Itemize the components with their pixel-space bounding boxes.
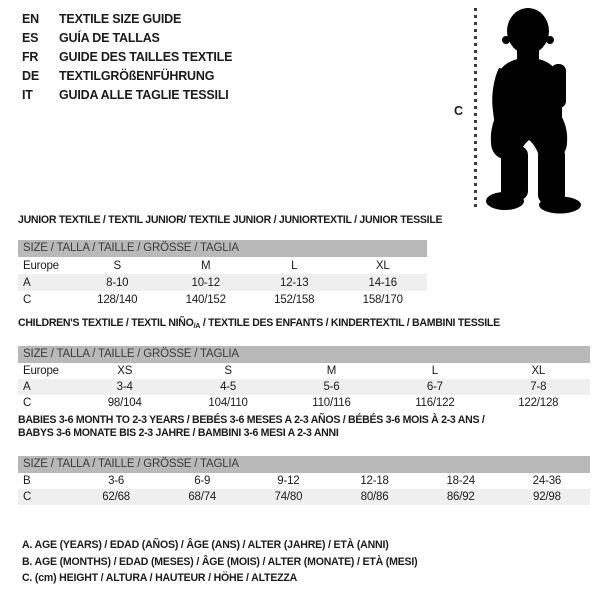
language-label: GUIDE DES TAILLES TEXTILE	[59, 49, 233, 64]
value-cell: XL	[531, 365, 546, 377]
table-row	[18, 473, 590, 489]
value-cell: 92/98	[533, 491, 561, 503]
table-row	[18, 379, 590, 395]
value-cell: L	[291, 259, 298, 272]
table-row	[18, 257, 427, 274]
section-title	[18, 427, 567, 440]
row-label-cell: Europe	[23, 259, 59, 272]
value-cell: 98/104	[107, 397, 142, 409]
value-cell: 24-36	[532, 475, 562, 487]
language-code: FR	[22, 49, 39, 64]
language-row	[22, 85, 232, 104]
value-cell: S	[113, 259, 121, 272]
language-label: TEXTILE SIZE GUIDE	[59, 11, 182, 26]
language-label: GUIDA ALLE TAGLIE TESSILI	[59, 87, 229, 102]
section-title-segment: CHILDREN'S TEXTILE / TEXTIL NIÑO	[18, 317, 194, 329]
section-title	[18, 317, 567, 332]
size-table-junior	[18, 257, 427, 308]
language-row	[22, 28, 232, 47]
value-cell: 74/80	[274, 491, 303, 503]
height-c-label: C	[454, 104, 464, 118]
height-dashed-line	[474, 8, 477, 210]
baby-silhouette-icon	[483, 8, 595, 214]
row-label-cell: C	[23, 293, 32, 306]
language-code: ES	[22, 30, 39, 45]
value-cell: 3-4	[116, 381, 133, 393]
section-title-segment: /A	[193, 321, 201, 330]
value-cell: 7-8	[530, 381, 547, 393]
row-label-cell: C	[23, 397, 32, 409]
value-cell: 9-12	[277, 475, 300, 487]
value-cell: 104/110	[208, 397, 248, 409]
table-row	[18, 363, 590, 379]
section-title-segment: JUNIOR TEXTILE / TEXTIL JUNIOR/ TEXTILE JUNIOR / JUNIORTEXTIL / JUNIOR TESSILE	[18, 214, 443, 226]
note-line: C. (cm) HEIGHT / ALTURA / HAUTEUR / HÖHE / ALTEZZA	[22, 572, 298, 584]
row-label-cell: A	[23, 276, 31, 289]
size-table-children	[18, 363, 590, 411]
language-row	[22, 66, 232, 85]
size-table-section-babies	[18, 414, 590, 505]
language-label: GUÍA DE TALLAS	[59, 30, 160, 45]
size-table-babies	[18, 473, 590, 505]
row-label-cell: C	[23, 491, 32, 503]
section-title-segment: / TEXTILE DES ENFANTS / KINDERTEXTIL / BAMBINI TESSILE	[200, 317, 500, 329]
size-table-section-junior	[18, 214, 443, 308]
value-cell: 14-16	[368, 276, 397, 289]
language-code: DE	[22, 68, 39, 83]
value-cell: 140/152	[185, 293, 226, 306]
value-cell: XL	[375, 259, 390, 272]
footnotes	[22, 537, 434, 587]
language-header	[22, 9, 232, 104]
row-label-cell: A	[23, 381, 31, 393]
value-cell: 5-6	[323, 381, 340, 393]
value-cell: 62/68	[102, 491, 130, 503]
section-title-segment: BABIES 3-6 MONTH TO 2-3 YEARS / BEBÉS 3-6 MESES A 2-3 AÑOS / BÉBÉS 3-6 MOIS À 2-3 ANS /	[18, 414, 485, 426]
value-cell: 8-10	[106, 276, 129, 289]
value-cell: 128/140	[97, 293, 138, 306]
language-label: TEXTILGRÖßENFÜHRUNG	[59, 68, 215, 83]
value-cell: 80/86	[360, 491, 389, 503]
table-row	[18, 274, 427, 291]
row-label-cell: Europe	[23, 365, 59, 377]
size-header-bar: SIZE / TALLA / TAILLE / GRÖSSE / TAGLIA	[18, 346, 590, 363]
section-title	[18, 414, 567, 427]
size-header-bar: SIZE / TALLA / TAILLE / GRÖSSE / TAGLIA	[18, 456, 590, 473]
value-cell: 18-24	[446, 475, 475, 487]
size-table-section-children	[18, 317, 590, 411]
value-cell: 12-13	[280, 276, 309, 289]
section-title-segment: BABYS 3-6 MONATE BIS 2-3 JAHRE / BAMBINI 3-6 MESI A 2-3 ANNI	[18, 427, 339, 439]
value-cell: 152/158	[274, 293, 315, 306]
value-cell: 122/128	[518, 397, 559, 409]
value-cell: M	[201, 259, 211, 272]
value-cell: 4-5	[220, 381, 237, 393]
note-line: B. AGE (MONTHS) / EDAD (MESES) / ÂGE (MOIS) / ALTER (MONATE) / ETÀ (MESI)	[22, 555, 418, 568]
table-row	[18, 489, 590, 505]
language-code: EN	[22, 11, 39, 26]
language-code: IT	[22, 87, 33, 102]
value-cell: 6-9	[194, 475, 211, 487]
size-header-bar: SIZE / TALLA / TAILLE / GRÖSSE / TAGLIA	[18, 240, 427, 257]
value-cell: 86/92	[446, 491, 475, 503]
value-cell: 158/170	[362, 293, 403, 306]
table-row	[18, 395, 590, 411]
value-cell: M	[326, 365, 337, 377]
row-label-cell: B	[23, 475, 31, 487]
value-cell: 10-12	[191, 276, 220, 289]
language-row	[22, 47, 232, 66]
value-cell: 68/74	[188, 491, 217, 503]
value-cell: 116/122	[415, 397, 455, 409]
value-cell: 3-6	[108, 475, 125, 487]
value-cell: 12-18	[360, 475, 389, 487]
note-line: A. AGE (YEARS) / EDAD (AÑOS) / ÂGE (ANS) / ALTER (JAHRE) / ETÀ (ANNI)	[22, 539, 389, 551]
table-row	[18, 291, 427, 308]
section-title	[18, 214, 443, 227]
value-cell: S	[224, 365, 232, 377]
value-cell: 6-7	[426, 381, 443, 393]
value-cell: 110/116	[312, 397, 351, 409]
language-row	[22, 9, 232, 28]
value-cell: L	[431, 365, 438, 377]
value-cell: XS	[117, 365, 133, 377]
